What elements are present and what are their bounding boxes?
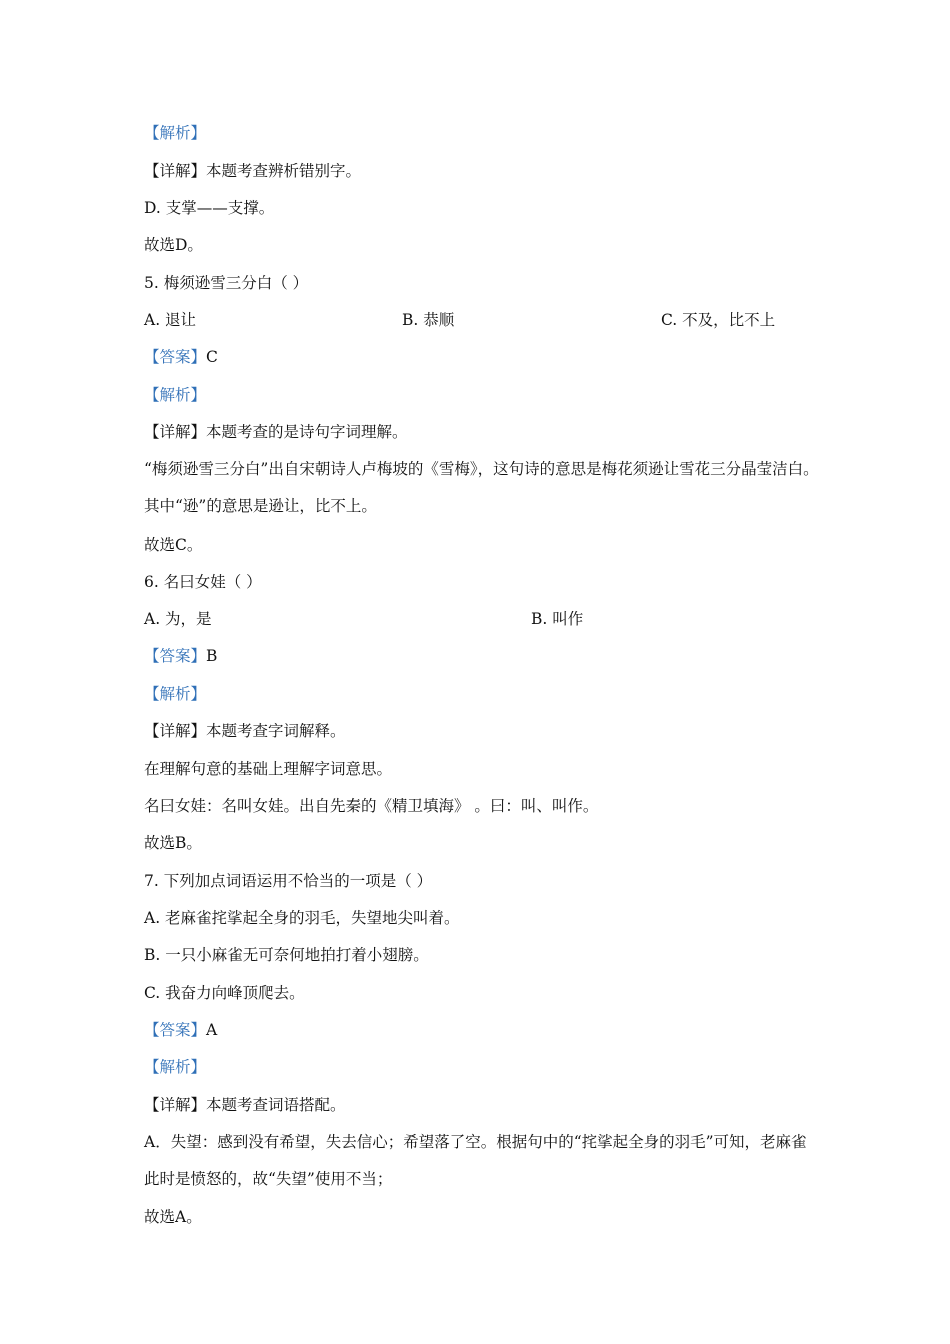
explanation-paragraph: “梅须逊雪三分白”出自宋朝诗人卢梅坡的《雪梅》，这句诗的意思是梅花须逊让雪花三分晶莹洁白。其中“逊”的意思是逊让，比不上。 xyxy=(144,460,819,515)
text-line: D. 支掌——支撑。 xyxy=(144,199,275,217)
conclusion-line: 故选A。 xyxy=(144,1208,202,1226)
option-a: A. 老麻雀挓挲起全身的羽毛，失望地尖叫着。 xyxy=(144,909,460,927)
answer-line: 【答案】B xyxy=(144,647,218,665)
option-b: B. 恭顺 xyxy=(402,311,455,329)
conclusion-line: 故选B。 xyxy=(144,834,202,852)
detail-paragraph: 【详解】本题考查字词解释。 xyxy=(144,722,346,740)
detail-paragraph: 【详解】本题考查辨析错别字。 xyxy=(144,162,362,180)
option-c: C. 不及，比不上 xyxy=(661,311,776,329)
analysis-label: 【解析】 xyxy=(144,1058,207,1076)
conclusion-line: 故选D。 xyxy=(144,236,203,254)
detail-paragraph: 【详解】本题考查词语搭配。 xyxy=(144,1096,346,1114)
question-5: 5. 梅须逊雪三分白（ ） xyxy=(144,274,309,292)
analysis-label: 【解析】 xyxy=(144,386,207,404)
text-line: 名曰女娃：名叫女娃。出自先秦的《精卫填海》 。曰：叫、叫作。 xyxy=(144,797,599,815)
detail-paragraph: 【详解】本题考查的是诗句字词理解。 xyxy=(144,423,408,441)
option-a: A. 为，是 xyxy=(144,610,212,628)
option-b: B. 一只小麻雀无可奈何地拍打着小翅膀。 xyxy=(144,946,429,964)
question-7: 7. 下列加点词语运用不恰当的一项是（ ） xyxy=(144,872,433,890)
conclusion-line: 故选C。 xyxy=(144,536,203,554)
analysis-label: 【解析】 xyxy=(144,124,207,142)
answer-line: 【答案】C xyxy=(144,348,218,366)
answer-line: 【答案】A xyxy=(144,1021,218,1039)
analysis-label: 【解析】 xyxy=(144,685,207,703)
option-c: C. 我奋力向峰顶爬去。 xyxy=(144,984,305,1002)
question-6: 6. 名曰女娃（ ） xyxy=(144,573,262,591)
option-b: B. 叫作 xyxy=(531,610,584,628)
option-a: A. 退让 xyxy=(144,311,197,329)
text-line: 在理解句意的基础上理解字词意思。 xyxy=(144,760,393,778)
explanation-paragraph: A．失望：感到没有希望，失去信心；希望落了空。根据句中的“挓挲起全身的羽毛”可知，老麻雀此时是愤怒的，故“失望”使用不当； xyxy=(144,1133,807,1188)
